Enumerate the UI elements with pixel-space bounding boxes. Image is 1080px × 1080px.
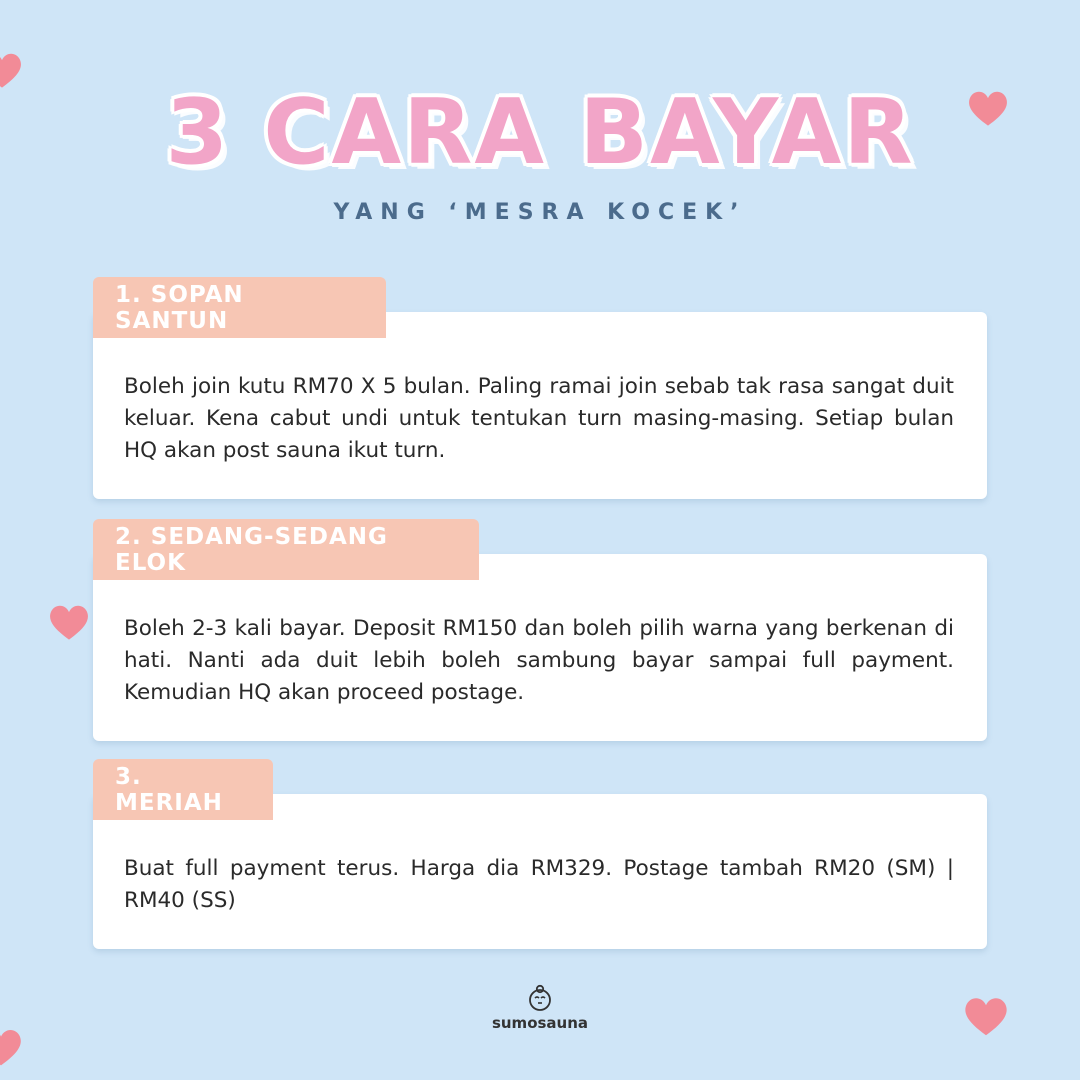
option-label-3: 3. MERIAH xyxy=(93,759,273,820)
page-subtitle: YANG ‘MESRA KOCEK’ xyxy=(333,200,747,225)
heart-icon xyxy=(45,600,93,644)
option-label-2: 2. SEDANG-SEDANG ELOK xyxy=(93,519,479,580)
option-label-1: 1. SOPAN SANTUN xyxy=(93,277,386,338)
brand-logo xyxy=(0,984,1080,1032)
option-description: Boleh join kutu RM70 X 5 bulan. Paling ramai join sebab tak rasa sangat duit keluar. Kena cabut undi untuk tentukan turn masing-masing. Setiap bulan HQ akan post sauna ikut turn. xyxy=(124,374,954,463)
option-card-1 xyxy=(93,312,987,499)
brand-name: sumosauna xyxy=(491,1014,589,1032)
page-title: 3 CARA BAYAR xyxy=(165,80,915,185)
sumo-face-icon xyxy=(526,984,554,1012)
option-card-2 xyxy=(93,554,987,741)
option-description: Buat full payment terus. Harga dia RM329. Postage tambah RM20 (SM) | RM40 (SS) xyxy=(124,856,954,913)
option-description: Boleh 2-3 kali bayar. Deposit RM150 dan boleh pilih warna yang berkenan di hati. Nanti ada duit lebih boleh sambung bayar sampai full payment. Kemudian HQ akan proceed postage. xyxy=(124,616,954,705)
